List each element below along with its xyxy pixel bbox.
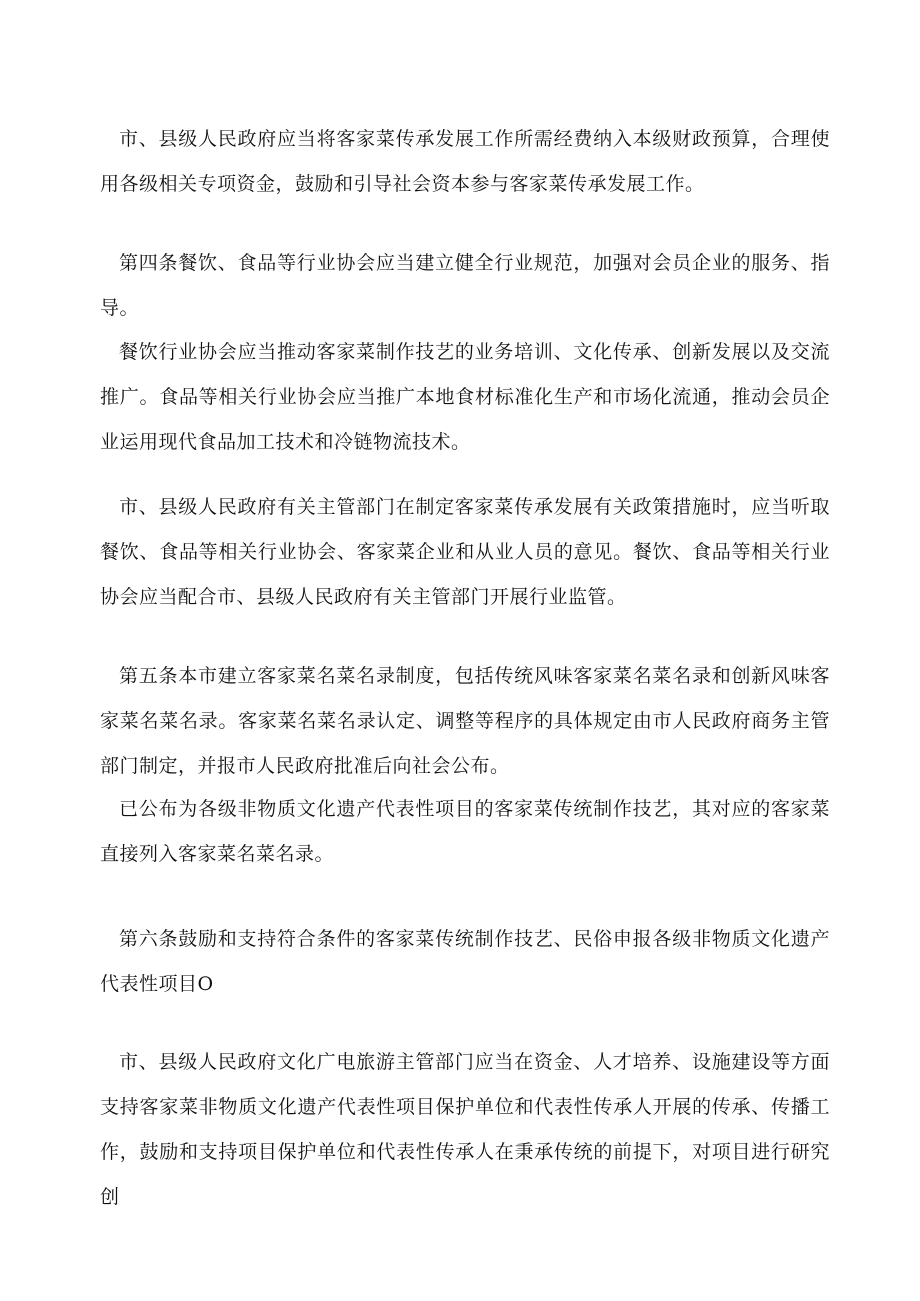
paragraph-policy-consultation: 市、县级人民政府有关主管部门在制定客家菜传承发展有关政策措施时，应当听取餐饮、食品等相关行业协会、客家菜企业和从业人员的意见。餐饮、食品等相关行业协会应当配合市、县级人民政府有关主管部门开展行业监管。 — [100, 496, 830, 608]
paragraph-article-4: 第四条餐饮、食品等行业协会应当建立健全行业规范，加强对会员企业的服务、指导。 — [100, 252, 830, 319]
paragraph-cultural-support: 市、县级人民政府文化广电旅游主管部门应当在资金、人才培养、设施建设等方面支持客家菜非物质文化遗产代表性项目保护单位和代表性传承人开展的传承、传播工作，鼓励和支持项目保护单位和代表性传承人在秉承传统的前提下，对项目进行研究创 — [100, 1051, 830, 1208]
paragraph-article-5: 第五条本市建立客家菜名菜名录制度，包括传统风味客家菜名菜名录和创新风味客家菜名菜名录。客家菜名菜名录认定、调整等程序的具体规定由市人民政府商务主管部门制定，并报市人民政府批准后向社会公布。 — [100, 665, 830, 777]
paragraph-article-6: 第六条鼓励和支持符合条件的客家菜传统制作技艺、民俗申报各级非物质文化遗产代表性项目O — [100, 928, 830, 995]
paragraph-catering-association: 餐饮行业协会应当推动客家菜制作技艺的业务培训、文化传承、创新发展以及交流推广。食品等相关行业协会应当推广本地食材标准化生产和市场化流通，推动会员企业运用现代食品加工技术和冷链物流技术。 — [100, 341, 830, 453]
paragraph-funding: 市、县级人民政府应当将客家菜传承发展工作所需经费纳入本级财政预算，合理使用各级相关专项资金，鼓励和引导社会资本参与客家菜传承发展工作。 — [100, 128, 830, 195]
paragraph-heritage-listing: 已公布为各级非物质文化遗产代表性项目的客家菜传统制作技艺，其对应的客家菜直接列入客家菜名菜名录。 — [100, 798, 830, 865]
